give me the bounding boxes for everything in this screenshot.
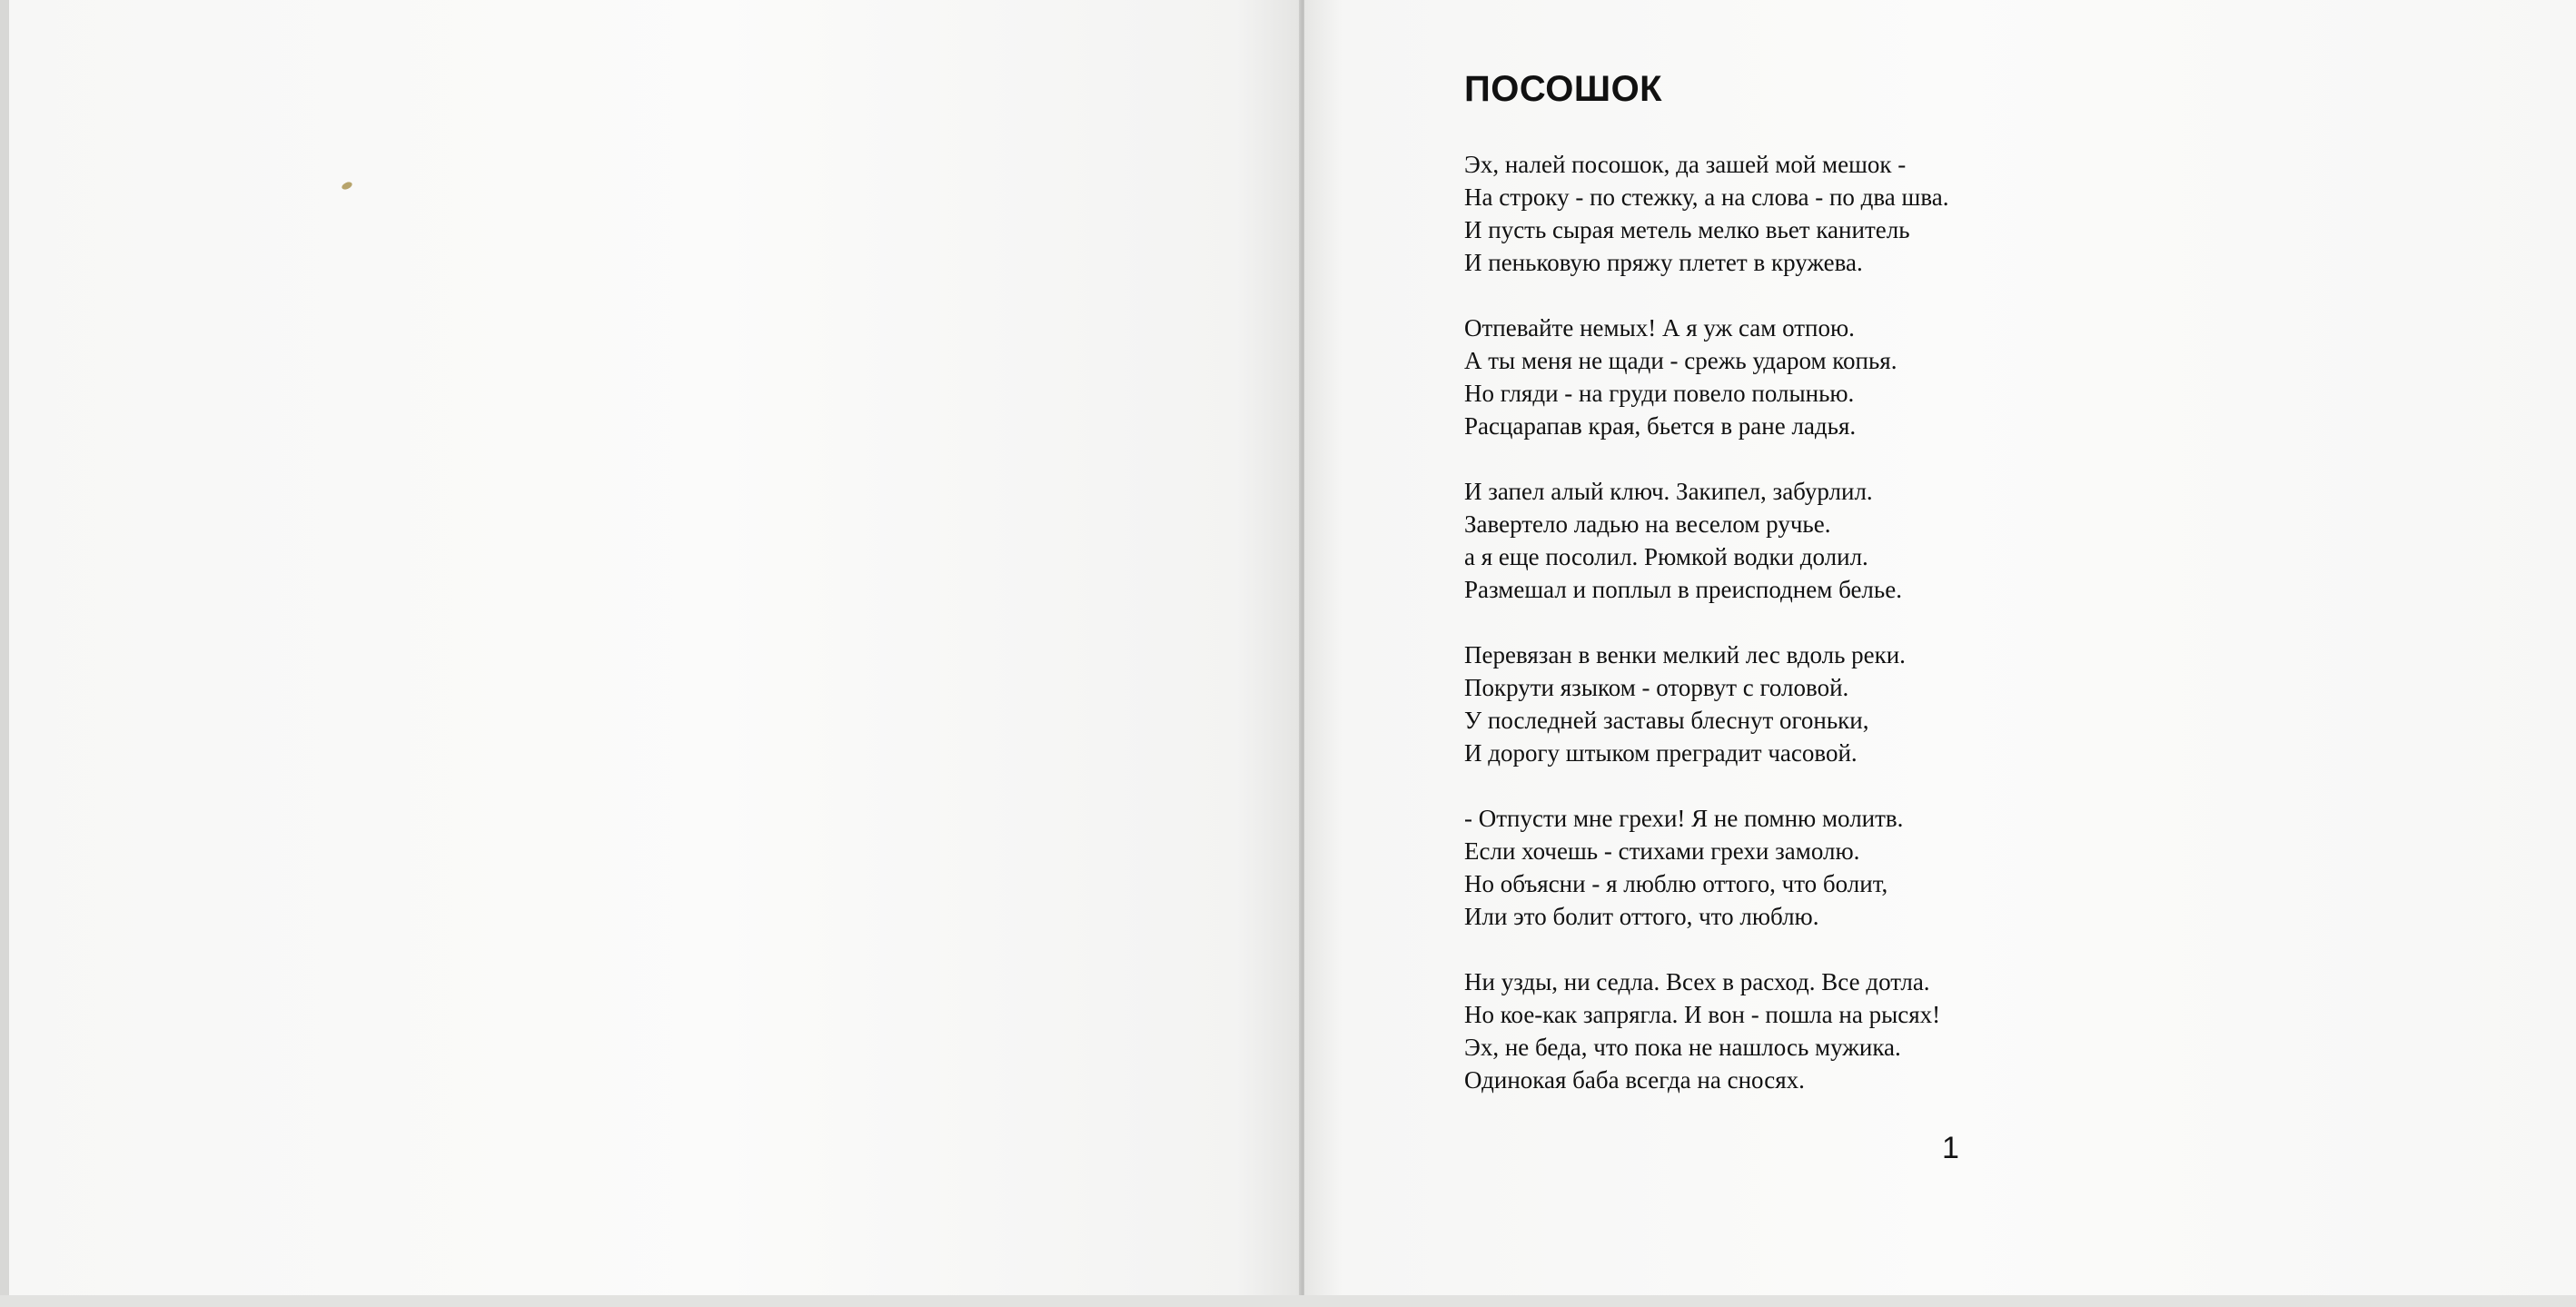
poem-line: А ты меня не щади - срежь ударом копья.	[1464, 347, 1897, 374]
poem-line: И пусть сырая метель мелко вьет канитель	[1464, 216, 1910, 243]
poem-line: Но кое-как запрягла. И вон - пошла на рысях!	[1464, 1001, 1941, 1028]
poem-line: Но гляди - на груди повело полынью.	[1464, 380, 1855, 407]
poem-line: И дорогу штыком преградит часовой.	[1464, 739, 1858, 767]
poem-line: Эх, не беда, что пока не нашлось мужика.	[1464, 1034, 1901, 1061]
poem-line: Эх, налей посошок, да зашей мой мешок -	[1464, 151, 1907, 178]
left-page	[9, 0, 1302, 1295]
stanza	[1464, 148, 2173, 279]
page-number: 1	[1942, 1131, 1959, 1165]
stanza	[1464, 639, 2173, 769]
stain-mark	[341, 181, 353, 191]
poem-body	[1464, 148, 2173, 1096]
poem-line: Расцарапав края, бьется в ране ладья.	[1464, 412, 1857, 440]
poem-line: Размешал и поплыл в преисподнем белье.	[1464, 576, 1902, 603]
poem-line: И пеньковую пряжу плетет в кружева.	[1464, 249, 1863, 276]
poem-line: Перевязан в венки мелкий лес вдоль реки.	[1464, 641, 1906, 668]
poem-line: Отпевайте немых! А я уж сам отпою.	[1464, 314, 1855, 342]
poem-line: а я еще посолил. Рюмкой водки долил.	[1464, 543, 1868, 570]
poem-line: И запел алый ключ. Закипел, забурлил.	[1464, 478, 1873, 505]
poem-line: Одинокая баба всегда на сносях.	[1464, 1066, 1805, 1094]
poem-line: Но объясни - я люблю оттого, что болит,	[1464, 870, 1888, 897]
stanza	[1464, 475, 2173, 606]
stanza	[1464, 802, 2173, 933]
poem-line: У последней заставы блеснут огоньки,	[1464, 707, 1869, 734]
scan-bottom-edge	[0, 1295, 2576, 1307]
poem-line: На строку - по стежку, а на слова - по два шва.	[1464, 183, 1949, 211]
poem-line: Если хочешь - стихами грехи замолю.	[1464, 837, 1860, 865]
poem-line: Ни узды, ни седла. Всех в расход. Все дотла.	[1464, 968, 1930, 995]
poem-line: - Отпусти мне грехи! Я не помню молитв.	[1464, 805, 1904, 832]
poem	[1464, 69, 2173, 1129]
poem-line: Завертело ладью на веселом ручье.	[1464, 510, 1831, 538]
poem-line: Покрути языком - оторвут с головой.	[1464, 674, 1849, 701]
poem-title: ПОСОШОК	[1464, 69, 1663, 109]
stanza	[1464, 312, 2173, 442]
stanza	[1464, 965, 2173, 1096]
poem-line: Или это болит оттого, что люблю.	[1464, 903, 1819, 930]
